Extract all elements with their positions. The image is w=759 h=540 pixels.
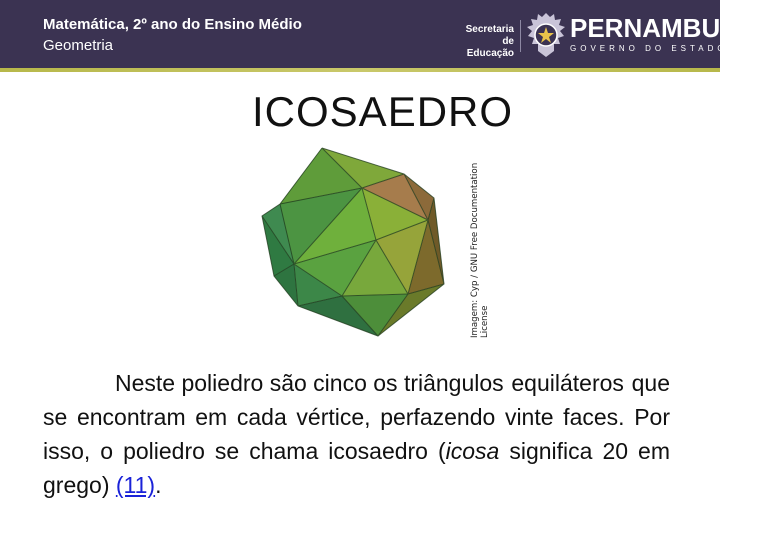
body-emphasis: icosa [445,438,500,464]
image-credit [470,144,490,338]
state-name: PERNAMBUCO [570,13,759,43]
slide-header [0,0,759,68]
body-text-main: equiláteros que se encontram em cada vértice, perfazendo vinte faces. Por isso, o poliedro se chama icosaedro ( [43,370,670,464]
subject-label: Matemática, 2º ano do Ensino Médio [43,16,302,33]
secretaria-label [452,24,514,60]
reference-link[interactable]: (11) [115,472,156,498]
state-seal-icon [524,11,568,59]
header-rule [0,68,720,72]
body-paragraph [43,366,670,502]
secretaria-line-1: Secretaria de [465,24,514,47]
topic-label: Geometria [43,37,114,54]
state-subtitle: GOVERNO DO ESTADO [570,44,728,53]
icosahedron-image [258,146,466,338]
body-text-after-emphasis: significa 20 em grego) [43,438,670,498]
body-first-line: Neste poliedro são cinco os triângulos [115,370,504,396]
slide-title: ICOSAEDRO [252,88,514,135]
image-credit-text: Imagem: Cyp / GNU Free Documentation License [470,162,490,338]
government-brand [452,10,759,62]
body-period: . [155,472,162,498]
brand-divider [520,20,521,52]
secretaria-line-2: Educação [466,48,514,59]
